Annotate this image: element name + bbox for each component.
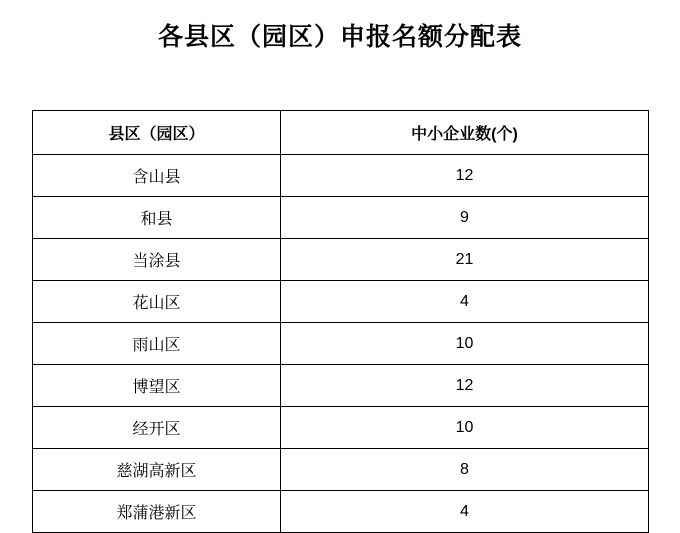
cell-region: 和县 [33, 197, 281, 239]
cell-count: 21 [281, 239, 649, 281]
cell-region: 当涂县 [33, 239, 281, 281]
table-row [33, 449, 649, 491]
table-body [33, 155, 649, 533]
cell-count: 12 [281, 155, 649, 197]
cell-count: 9 [281, 197, 649, 239]
table-row [33, 491, 649, 533]
cell-region: 雨山区 [33, 323, 281, 365]
table-row [33, 239, 649, 281]
table-row [33, 197, 649, 239]
cell-region: 慈湖高新区 [33, 449, 281, 491]
cell-count: 10 [281, 323, 649, 365]
cell-count: 10 [281, 407, 649, 449]
table-row [33, 155, 649, 197]
table-header-row [33, 111, 649, 155]
table-row [33, 365, 649, 407]
cell-count: 4 [281, 281, 649, 323]
page-title: 各县区（园区）申报名额分配表 [157, 23, 522, 51]
column-header-region: 县区（园区） [33, 111, 281, 155]
column-header-count: 中小企业数(个) [281, 111, 649, 155]
table-row [33, 323, 649, 365]
cell-region: 郑蒲港新区 [33, 491, 281, 533]
cell-count: 4 [281, 491, 649, 533]
cell-count: 8 [281, 449, 649, 491]
allocation-table-container [32, 110, 648, 533]
cell-count: 12 [281, 365, 649, 407]
table-row [33, 281, 649, 323]
allocation-table [32, 110, 649, 533]
cell-region: 含山县 [33, 155, 281, 197]
cell-region: 博望区 [33, 365, 281, 407]
cell-region: 经开区 [33, 407, 281, 449]
table-row [33, 407, 649, 449]
table-header [33, 111, 649, 155]
cell-region: 花山区 [33, 281, 281, 323]
